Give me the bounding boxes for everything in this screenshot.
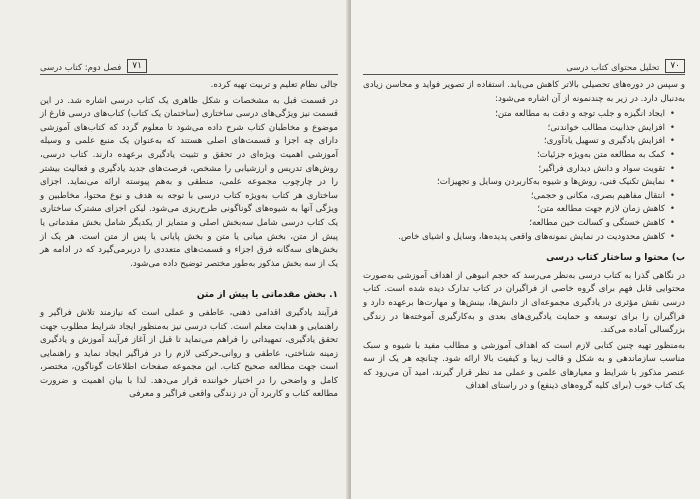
right-header-rule [363, 74, 685, 75]
list-item: • کاهش زمان لازم جهت مطالعه متن؛ [363, 203, 675, 217]
paragraph: در قسمت قبل به مشخصات و شکل ظاهری یک کتاب درسی اشاره شد. در این قسمت نیز ویژگی‌های درسی ساختاری (ساختمان یک کتاب) کتاب‌های درسی فارغ از موضوع و مخاطبان کتاب شرح داده می‌شود تا معلوم گردد که کتاب‌های آموزشی دارای چه اجزا و قسمت‌های اصلی هستند که به‌عنوان یک منبع علمی و وسیله آموزشی اهمیت ویژه‌ای در تحقق و تثبیت یادگیری برعهده دارند. کتاب درسی، روش‌های تدریس و ارزشیابی را مشخص، فرصت‌های جدید یادگیری و فعالیت بیشتر را در چارچوب مجموعه علمی، منطقی و به‌هم پیوسته ارائه می‌نماید. اجزای ساختاری هر کتاب به‌ویژه کتاب درسی با توجه به هدف و نوع محتوا، مخاطبین و ویژگی آنها به شیوه‌های گوناگونی طرح‌ریزی می‌شود. لیکن اجزای مشترک ساختاری یک کتاب درسی شامل سه‌بخش اصلی و متمایز از یکدیگر شامل بخش مقدماتی یا پیش از متن، بخش میانی یا متن و بخش پایانی یا پس از متن است. هر یک از بخش‌های سه‌گانه فرق اجزاء و قسمت‌های متعددی را دربرمی‌گیرد که در ادامه هر یک از سه بخش مذکور به‌طور مختصر توضیح داده می‌شود. [40, 95, 338, 269]
paragraph: جالی نظام تعلیم و تربیت تهیه کرده. [210, 80, 338, 90]
list-item: • نمایش تکنیک فنی، روش‌ها و شیوه به‌کاربردن وسایل و تجهیزات؛ [363, 176, 675, 190]
left-page-header [40, 57, 338, 73]
list-item: • ایجاد انگیزه و جلب توجه و دقت به مطالعه متن؛ [363, 108, 675, 122]
section-heading: ب) محتوا و ساختار کتاب درسی [546, 253, 685, 264]
left-page-number: ۷۱ [127, 59, 147, 73]
list-item: • افزایش جذابیت مطالب خواندنی؛ [363, 122, 675, 136]
right-page [351, 0, 700, 499]
right-page-number: ۷۰ [665, 59, 685, 73]
left-page-body [40, 79, 338, 404]
section-heading: ۱. بخش مقدماتی یا پیش از متن [196, 290, 338, 301]
list-item: • انتقال مفاهیم بصری، مکانی و حجمی؛ [363, 190, 675, 204]
list-item: • تقویت سواد و دانش دیداری فراگیر؛ [363, 163, 675, 177]
right-page-body [363, 79, 685, 396]
right-page-header [363, 57, 685, 73]
paragraph: و سپس در دوره‌های تحصیلی بالاتر کاهش می‌یابد. استفاده از تصویر فواید و محاسن زیادی به‌دنبال دارد. در زیر به چندنمونه از آن اشاره می‌شود: [363, 80, 685, 104]
left-page [0, 0, 349, 499]
right-running-title: تحلیل محتوای کتاب درسی [566, 63, 660, 73]
benefits-list [363, 108, 685, 244]
list-item: • کاهش خستگی و کسالت حین مطالعه؛ [363, 217, 675, 231]
paragraph: در نگاهی گذرا به کتاب درسی به‌نظر می‌رسد که حجم انبوهی از اهداف آموزشی به‌صورت محتوایی قابل فهم برای گروه خاصی از فراگیران در کتاب تدارک دیده شده است. کتاب درسی نقش مؤثری در یادگیری مجموعه‌ای از دانش‌ها، بینش‌ها و مهارت‌ها برعهده دارد و فراگیران را برای توسعه و حمایت یادگیری‌های بعدی و به‌کارگیری آموخته‌ها در زندگی بزرگسالی آماده می‌کند. [363, 270, 685, 336]
list-item: • افزایش یادگیری و تسهیل یادآوری؛ [363, 135, 675, 149]
left-running-title: فصل دوم: کتاب درسی [40, 63, 122, 73]
list-item: • کاهش محدودیت در نمایش نمونه‌های واقعی پدیده‌ها، وسایل و اشیای خاص. [363, 231, 675, 245]
paragraph: به‌منظور تهیه چنین کتابی لازم است که اهداف آموزشی و مطالب مفید با شیوه و سبک مناسب سازماندهی و به شکل و قالب زیبا و کیفیت بالا ارائه شود. چنانچه هر یک از سه عنصر مذکور با شرایط و معیارهای علمی و عملی مد نظر قرار گیرند، امید آن می‌رود که یک کتاب خوب (برای کلیه گروه‌های ذینفع) و در راستای اهداف [363, 340, 685, 392]
paragraph: فرآیند یادگیری اقدامی ذهنی، عاطفی و عملی است که نیازمند تلاش فراگیر و راهنمایی و هدایت معلم است. کتاب درسی نیز به‌منظور ایجاد شرایط مطلوب جهت تحقق یادگیری، تمهیداتی را فراهم می‌نماید تا قبل از آغاز فرآیند آموزش و یادگیری زمینه شناختی، عاطفی و روانی‌ـ‌حرکتی لازم را در فراگیر ایجاد نماید و راهنمایی است جهت مطالعه صحیح کتاب. این مجموعه صفحات اطلاعات گوناگون، مختصر، کامل و واضحی را در اختیار خواننده قرار می‌دهد. لذا با بیان اهمیت و ضرورت مطالعه کتاب و کاربرد آن در زندگی واقعی فراگیر و معرفی [40, 307, 338, 400]
left-header-rule [40, 74, 338, 75]
list-item: • کمک به مطالعه متن به‌ویژه جزئیات؛ [363, 149, 675, 163]
